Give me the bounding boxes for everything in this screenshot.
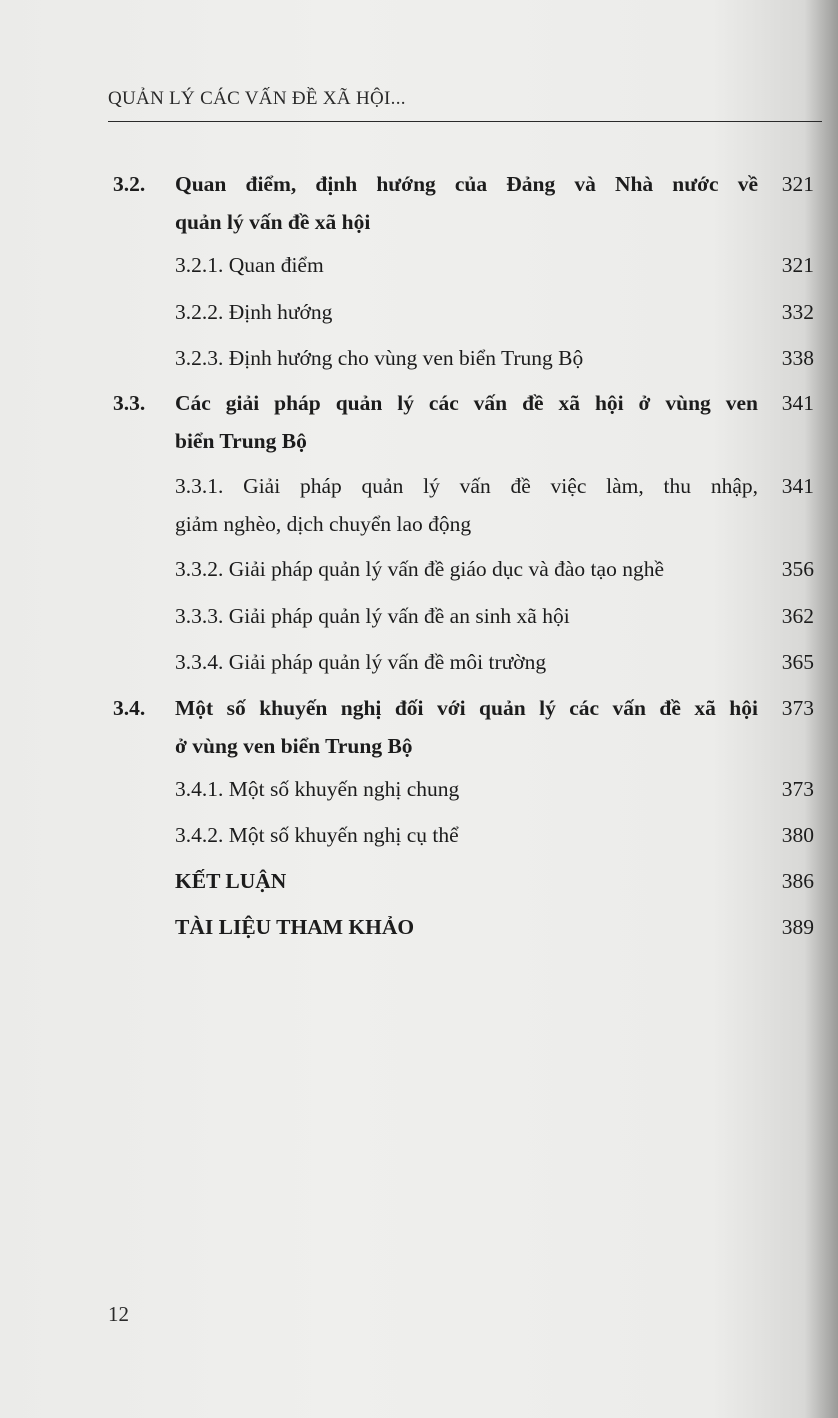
- toc-entry-title: [175, 689, 758, 765]
- toc-entry-title: [175, 246, 758, 284]
- toc-entry-title: [175, 384, 758, 460]
- toc-entry-page: 341: [781, 474, 814, 498]
- toc-entry-title: [175, 862, 758, 900]
- toc-entry-title-line: 3.2.2. Định hướng: [175, 300, 333, 324]
- toc-entry-title-line: TÀI LIỆU THAM KHẢO: [175, 915, 415, 939]
- toc-entry-title-line: Một số khuyến nghị đối với quản lý các vấn đề xã hội: [175, 696, 758, 720]
- page-number: 12: [108, 1302, 129, 1326]
- toc-entry-title-line: 3.2.1. Quan điểm: [175, 253, 324, 277]
- toc-entry-page: 365: [781, 650, 814, 674]
- toc-entry-title-line: 3.3.2. Giải pháp quản lý vấn đề giáo dục và đào tạo nghề: [175, 557, 664, 581]
- toc-entry-title: [175, 339, 758, 377]
- toc-entry-title-line: Các giải pháp quản lý các vấn đề xã hội ở vùng ven: [175, 391, 758, 415]
- toc-entry-title: [175, 165, 758, 241]
- toc-entry-number: 3.2.: [113, 172, 146, 196]
- toc-entry-page: 332: [781, 300, 814, 324]
- toc-entry-title-line: biển Trung Bộ: [175, 429, 307, 453]
- toc-entry-page: 373: [781, 696, 814, 720]
- toc-entry-title-line: 3.3.3. Giải pháp quản lý vấn đề an sinh xã hội: [175, 604, 570, 628]
- toc-entry-page: 356: [781, 557, 814, 581]
- toc-entry-page: 389: [781, 915, 814, 939]
- toc-entry-title-line: KẾT LUẬN: [175, 869, 287, 893]
- toc-entry-page: 380: [781, 823, 814, 847]
- toc-entry-page: 341: [781, 391, 814, 415]
- toc-entry-title: [175, 467, 758, 543]
- toc-entry-title: [175, 597, 758, 635]
- toc-entry-title-line: ở vùng ven biển Trung Bộ: [175, 734, 413, 758]
- toc-entry-title: [175, 293, 758, 331]
- toc-entry-page: 386: [781, 869, 814, 893]
- toc-entry-title-line: quản lý vấn đề xã hội: [175, 210, 371, 234]
- toc-entry-page: 373: [781, 777, 814, 801]
- toc-entry-title: [175, 550, 758, 588]
- toc-entry-page: 362: [781, 604, 814, 628]
- toc-entry-number: 3.4.: [113, 696, 146, 720]
- toc-entry-title-line: 3.3.4. Giải pháp quản lý vấn đề môi trường: [175, 650, 547, 674]
- toc-entry-page: 321: [781, 172, 814, 196]
- toc-entry-title: [175, 908, 758, 946]
- toc-entry-title-line: 3.2.3. Định hướng cho vùng ven biển Trung Bộ: [175, 346, 584, 370]
- toc-entry-page: 338: [781, 346, 814, 370]
- toc-entry-title: [175, 643, 758, 681]
- toc-entry-title-line: giảm nghèo, dịch chuyển lao động: [175, 512, 472, 536]
- toc-entry-number: 3.3.: [113, 391, 146, 415]
- toc-entry-title: [175, 816, 758, 854]
- toc-entry-title-line: 3.3.1. Giải pháp quản lý vấn đề việc làm, thu nhập,: [175, 474, 758, 498]
- toc-entry-title-line: Quan điểm, định hướng của Đảng và Nhà nước về: [175, 172, 758, 196]
- toc-entry-title-line: 3.4.2. Một số khuyến nghị cụ thể: [175, 823, 459, 847]
- toc-entry-title-line: 3.4.1. Một số khuyến nghị chung: [175, 777, 460, 801]
- running-head: QUẢN LÝ CÁC VẤN ĐỀ XÃ HỘI...: [108, 88, 406, 109]
- toc-entry-page: 321: [781, 253, 814, 277]
- toc-entry-title: [175, 770, 758, 808]
- header-rule: [108, 121, 822, 122]
